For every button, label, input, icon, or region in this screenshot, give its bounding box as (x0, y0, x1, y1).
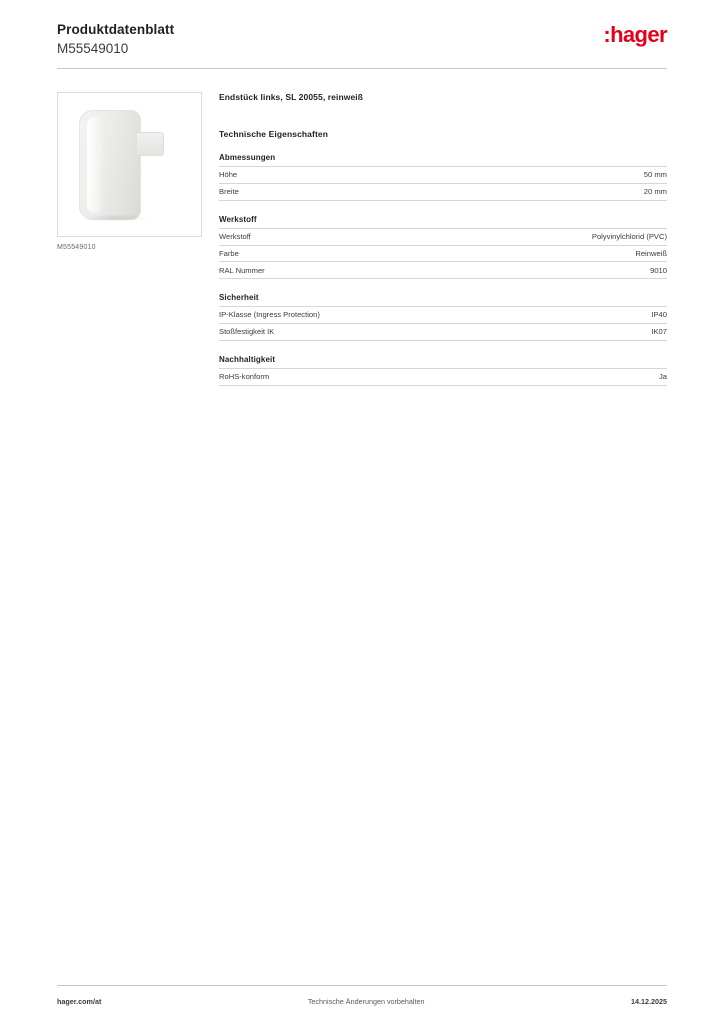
footer-date: 14.12.2025 (631, 997, 667, 1006)
spec-group (219, 355, 667, 386)
spec-value: 50 mm (643, 170, 667, 180)
product-tab-shape (137, 132, 164, 156)
specs-section-title: Technische Eigenschaften (219, 129, 328, 139)
product-image (57, 92, 202, 237)
product-shadow (83, 214, 149, 222)
spec-value: IK07 (651, 327, 667, 337)
table-row (219, 369, 667, 386)
spec-label: Höhe (219, 170, 238, 180)
product-details (219, 92, 667, 400)
spec-table (219, 228, 667, 280)
spec-label: RAL Nummer (219, 265, 265, 275)
product-body-shape (79, 110, 141, 220)
spec-group (219, 153, 667, 201)
spec-table (219, 306, 667, 341)
spec-group-title: Sicherheit (219, 293, 259, 303)
footer-note: Technische Änderungen vorbehalten (307, 997, 425, 1006)
spec-group (219, 293, 667, 341)
article-number: M55549010 (57, 40, 129, 56)
table-row (219, 324, 667, 341)
image-caption: M55549010 (57, 244, 96, 251)
spec-value: 9010 (650, 265, 667, 275)
page-footer (57, 997, 667, 1006)
footer-website[interactable]: hager.com/at (57, 997, 102, 1006)
spec-value: 20 mm (643, 187, 667, 197)
spec-table (219, 166, 667, 201)
spec-value: IP40 (651, 310, 667, 320)
table-row (219, 245, 667, 262)
page-header (57, 22, 667, 70)
spec-table (219, 368, 667, 386)
spec-group-title: Abmessungen (219, 153, 276, 162)
footer-divider (57, 985, 667, 986)
spec-value: Reinweiß (635, 248, 667, 258)
spec-label: RoHS-konform (219, 372, 270, 382)
hager-logo: :hager (603, 22, 667, 47)
spec-label: Stoßfestigkeit IK (219, 327, 275, 337)
spec-label: IP-Klasse (Ingress Protection) (219, 310, 320, 320)
product-name: Endstück links, SL 20055, reinweiß (219, 92, 364, 102)
spec-group (219, 215, 667, 280)
spec-value: Ja (658, 372, 667, 382)
page-title: Produktdatenblatt (57, 22, 175, 37)
spec-label: Farbe (219, 248, 239, 258)
document-title-block (57, 22, 174, 58)
table-row (219, 167, 667, 184)
spec-value: Polyvinylchlorid (PVC) (591, 231, 667, 241)
header-divider (57, 68, 667, 69)
table-row (219, 228, 667, 245)
spec-groups (219, 153, 667, 386)
spec-group-title: Werkstoff (219, 214, 257, 224)
spec-label: Werkstoff (219, 231, 251, 241)
spec-group-title: Nachhaltigkeit (219, 355, 276, 365)
table-row (219, 183, 667, 200)
product-illustration (79, 110, 165, 220)
table-row (219, 307, 667, 324)
spec-label: Breite (219, 187, 239, 197)
table-row (219, 262, 667, 279)
